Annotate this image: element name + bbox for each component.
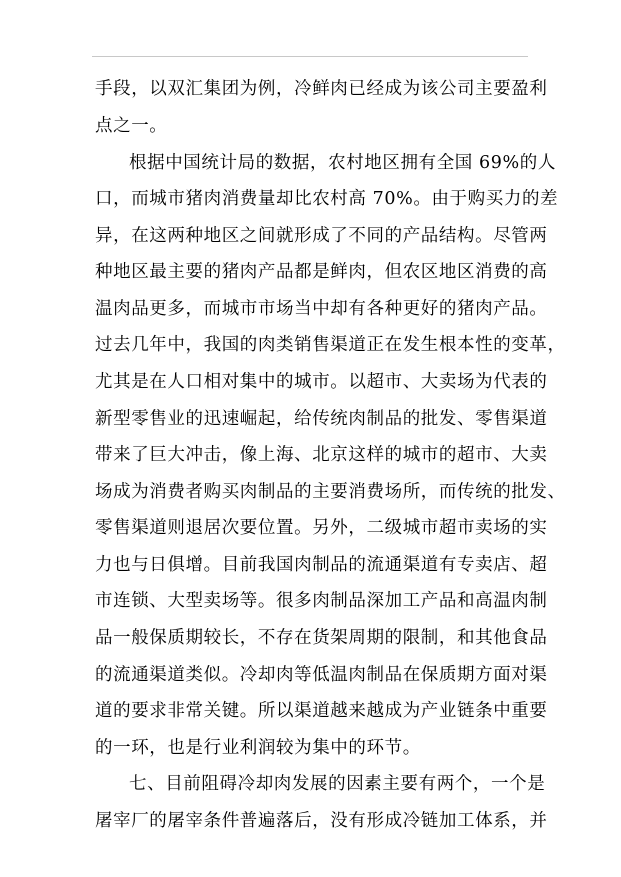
text-line-7: 温肉品更多，而城市市场当中却有各种更好的猪肉产品。	[95, 299, 548, 319]
text-line-15: 市连锁、大型卖场等。很多肉制品深加工产品和高温肉制	[95, 591, 548, 611]
text-line-3: 根据中国统计局的数据，农村地区拥有全国 69%的人	[129, 153, 556, 173]
text-line-10: 新型零售业的迅速崛起，给传统肉制品的批发、零售渠道	[95, 409, 548, 429]
text-line-5: 异，在这两种地区之间就形成了不同的产品结构。尽管两	[95, 226, 548, 246]
text-line-14: 力也与日俱增。目前我国肉制品的流通渠道有专卖店、超	[95, 555, 548, 575]
text-line-2: 点之一。	[95, 116, 168, 136]
text-line-18: 道的要求非常关键。所以渠道越来越成为产业链条中重要	[95, 701, 548, 721]
text-line-11: 带来了巨大冲击，像上海、北京这样的城市的超市、大卖	[95, 445, 548, 465]
text-line-6: 种地区最主要的猪肉产品都是鲜肉，但农区地区消费的高	[95, 262, 548, 282]
text-line-19: 的一环，也是行业利润较为集中的环节。	[95, 738, 421, 758]
text-line-20: 七、目前阻碍冷却肉发展的因素主要有两个，一个是	[129, 774, 546, 794]
text-line-16: 品一般保质期较长，不存在货架周期的限制，和其他食品	[95, 628, 548, 648]
text-line-4: 口，而城市猪肉消费量却比农村高 70%。由于购买力的差	[95, 189, 559, 209]
text-line-8: 过去几年中，我国的肉类销售渠道正在发生根本性的变革，	[95, 335, 566, 355]
text-line-17: 的流通渠道类似。冷却肉等低温肉制品在保质期方面对渠	[95, 665, 548, 685]
text-line-12: 场成为消费者购买肉制品的主要消费场所，而传统的批发、	[95, 482, 566, 502]
text-line-1: 手段，以双汇集团为例，冷鲜肉已经成为该公司主要盈利	[95, 79, 548, 99]
text-line-9: 尤其是在人口相对集中的城市。以超市、大卖场为代表的	[95, 372, 548, 392]
text-line-21: 屠宰厂的屠宰条件普遍落后，没有形成冷链加工体系，并	[95, 811, 548, 831]
text-line-13: 零售渠道则退居次要位置。另外，二级城市超市卖场的实	[95, 518, 548, 538]
